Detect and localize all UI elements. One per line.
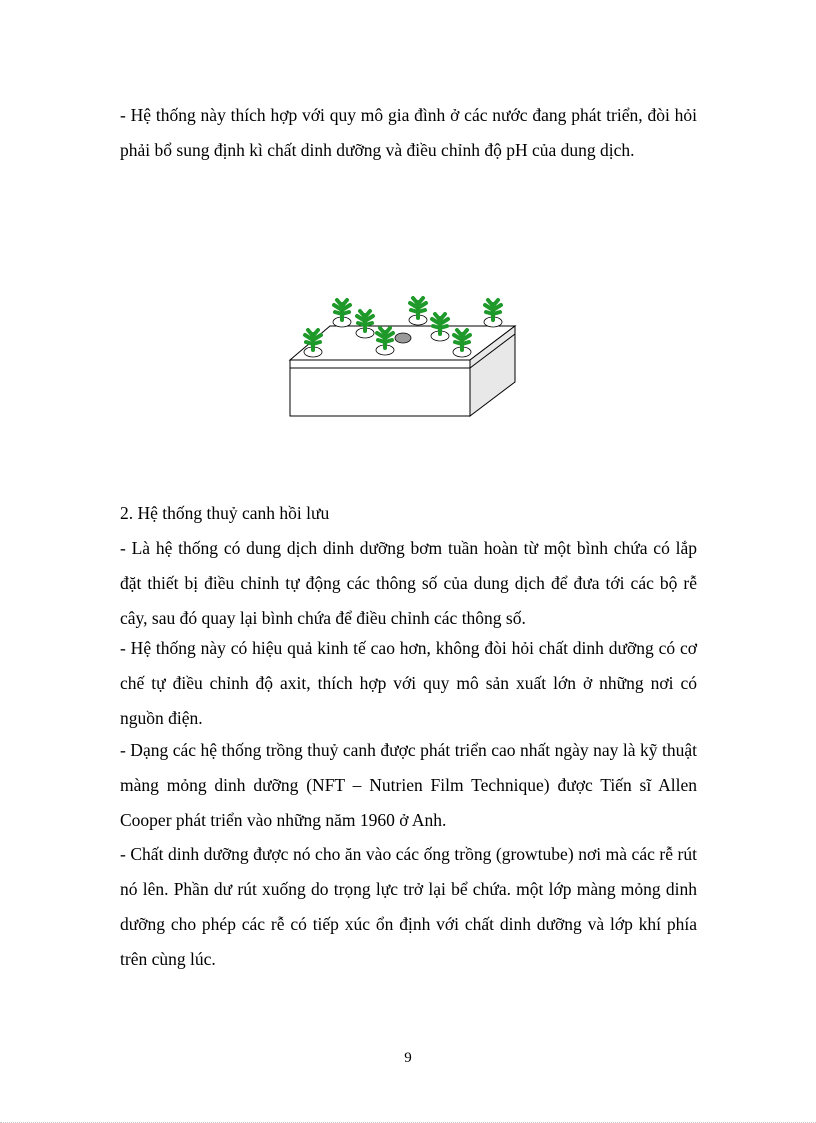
plant-5 (409, 298, 427, 325)
plant-2 (333, 300, 351, 327)
drain-hole (395, 333, 411, 343)
page-number: 9 (404, 1050, 412, 1066)
paragraph-system-suitability: - Hệ thống này thích hợp với quy mô gia đình ở các nước đang phát triển, đòi hỏi phải bổ sung định kì chất dinh dưỡng và điều chỉnh độ pH của dung dịch. (120, 105, 697, 160)
paragraph-economic-efficiency: - Hệ thống này có hiệu quả kinh tế cao hơn, không đòi hỏi chất dinh dưỡng có cơ chế tự điều chỉnh độ axit, thích hợp với quy mô sản xuất lớn ở những nơi có nguồn điện. (120, 638, 697, 728)
hydroponic-tray-illustration (285, 288, 525, 423)
plant-7 (453, 330, 471, 357)
plant-8 (484, 300, 502, 327)
paragraph-recirculating-definition: - Là hệ thống có dung dịch dinh dưỡng bơm tuần hoàn từ một bình chứa có lắp đặt thiết bị điều chỉnh tự động các thông số của dung dịch để đưa tới các bộ rễ cây, sau đó quay lại bình chứa để điều chỉnh các thông số. (120, 538, 697, 628)
section-heading-recirculating-hydroponics: 2. Hệ thống thuỷ canh hồi lưu (120, 503, 330, 523)
paragraph-nutrient-flow: - Chất dinh dưỡng được nó cho ăn vào các ống trồng (growtube) nơi mà các rễ rút nó lên. Phần dư rút xuống do trọng lực trở lại bể chứa. một lớp màng mỏng dinh dưỡng cho phép các rễ có tiếp xúc ổn định với chất dinh dưỡng và lớp khí phía trên cùng lúc. (120, 844, 697, 969)
plant-1 (304, 330, 322, 357)
plant-6 (431, 314, 449, 341)
paragraph-nft-technique: - Dạng các hệ thống trồng thuỷ canh được phát triển cao nhất ngày nay là kỹ thuật màng mỏng dinh dưỡng (NFT – Nutrien Film Technique) được Tiến sĩ Allen Cooper phát triển vào những năm 1960 ở Anh. (120, 740, 697, 830)
plant-4 (376, 328, 394, 355)
plant-3 (356, 311, 374, 338)
